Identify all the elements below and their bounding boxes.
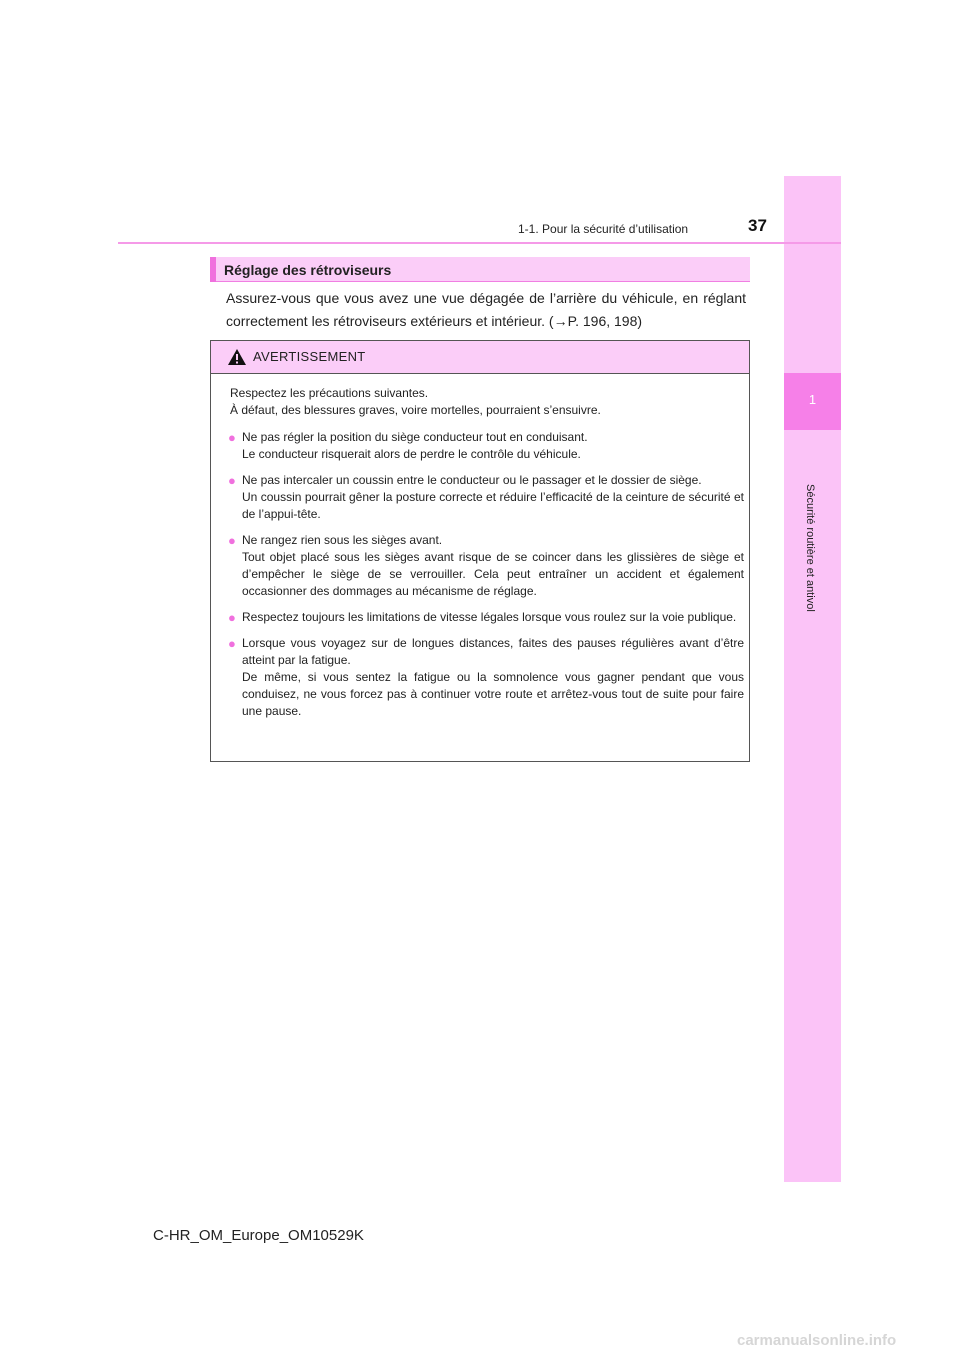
warning-lead-line: Respectez les précautions suivantes. [230, 386, 429, 400]
chapter-side-strip [784, 176, 841, 1182]
warning-item-line: Tout objet placé sous les sièges avant risque de se coincer dans les glissières de siège et d’empêcher le siège de se verrouiller. Cela peut entraîner un accident et également occasionner des dommages au mécanisme de réglage. [242, 550, 744, 598]
bullet-icon: ● [228, 473, 236, 488]
bullet-icon: ● [228, 533, 236, 548]
footer-doc-code: C-HR_OM_Europe_OM10529K [153, 1227, 364, 1244]
chapter-title [804, 484, 816, 612]
bullet-icon: ● [228, 430, 236, 445]
warning-item [230, 609, 744, 626]
warning-item-line: Ne pas régler la position du siège conducteur tout en conduisant. [242, 430, 588, 444]
warning-item-line: Ne rangez rien sous les sièges avant. [242, 533, 443, 547]
warning-body [230, 385, 744, 729]
warning-title: AVERTISSEMENT [253, 349, 366, 364]
warning-item-line: Le conducteur risquerait alors de perdre le contrôle du véhicule. [242, 447, 581, 461]
warning-item-line: Lorsque vous voyagez sur de longues distances, faites des pauses régulières avant d’être atteint par la fatigue. [242, 636, 744, 667]
warning-item [230, 472, 744, 523]
warning-item-line: Respectez toujours les limitations de vitesse légales lorsque vous roulez sur la voie publique. [242, 610, 737, 624]
chapter-number: 1 [808, 392, 817, 407]
warning-item [230, 429, 744, 463]
warning-lead [230, 385, 744, 419]
bullet-icon: ● [228, 610, 236, 625]
header-divider [118, 242, 841, 244]
section-intro-paragraph: Assurez-vous que vous avez une vue dégagée de l’arrière du véhicule, en réglant correctement les rétroviseurs extérieurs et intérieur. (→P. 196, 198) [226, 290, 746, 329]
warning-lead-line: À défaut, des blessures graves, voire mortelles, pourraient s’ensuivre. [230, 403, 601, 417]
warning-item [230, 635, 744, 720]
bullet-icon: ● [228, 636, 236, 651]
page-number: 37 [748, 216, 767, 235]
watermark: carmanualsonline.info [737, 1332, 897, 1349]
section-heading-label: Réglage des rétroviseurs [224, 262, 392, 278]
section-heading [210, 257, 750, 282]
warning-header [211, 341, 749, 374]
warning-triangle-icon [227, 348, 247, 366]
warning-item [230, 532, 744, 600]
header-section-title: 1-1. Pour la sécurité d’utilisation [518, 222, 689, 236]
warning-box [210, 340, 750, 762]
chapter-title-text: Sécurité routière et antivol [804, 484, 816, 612]
warning-item-line: De même, si vous sentez la fatigue ou la somnolence vous gagner pendant que vous conduisez, ne vous forcez pas à continuer votre route et arrêtez-vous tout de suite pour faire une pause. [242, 670, 744, 718]
warning-item-line: Ne pas intercaler un coussin entre le conducteur ou le passager et le dossier de siège. [242, 473, 702, 487]
section-heading-accent [210, 257, 216, 282]
warning-item-line: Un coussin pourrait gêner la posture correcte et réduire l’efficacité de la ceinture de sécurité et de l’appui-tête. [242, 490, 744, 521]
